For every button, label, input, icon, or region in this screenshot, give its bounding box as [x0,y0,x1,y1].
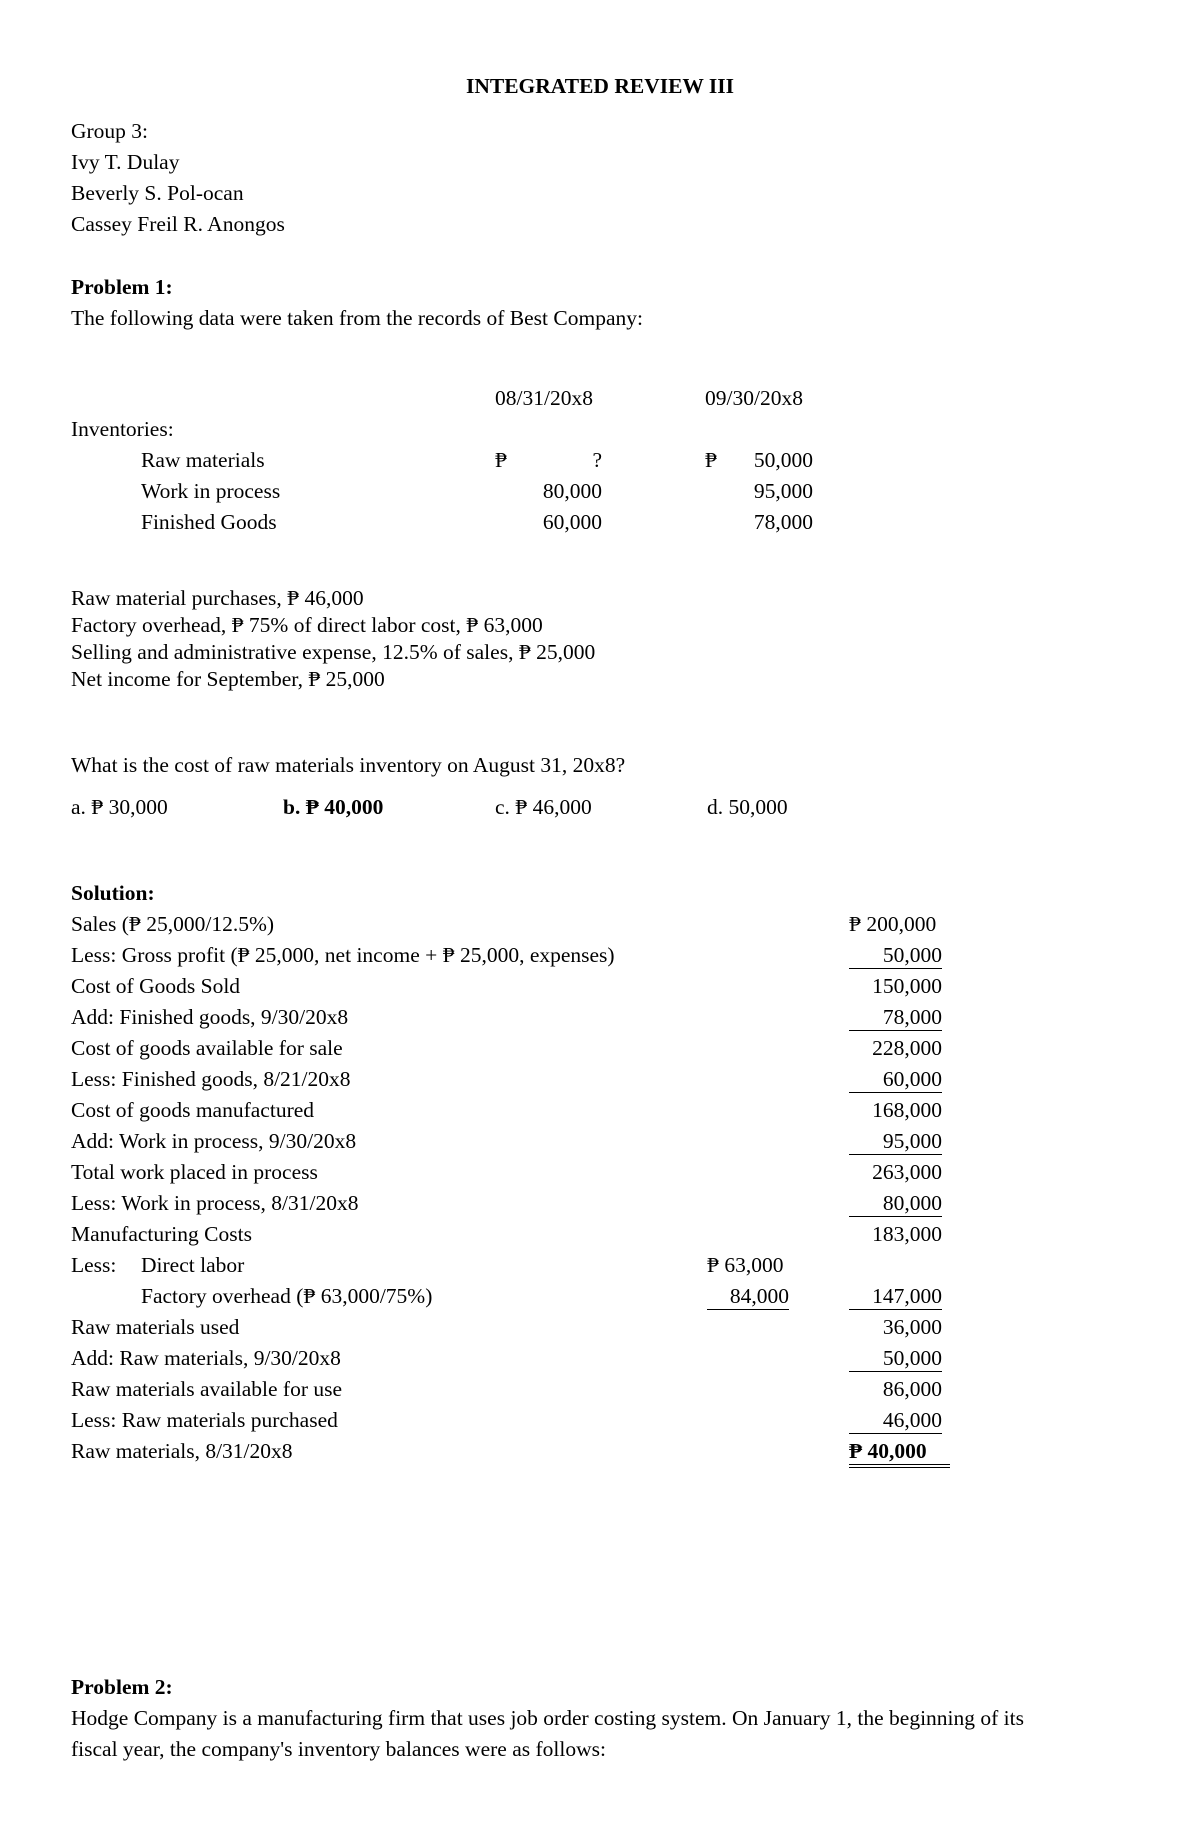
value-fg-0831: 60,000 [542,510,602,534]
solution-mid-amount: 84,000 [707,1286,789,1310]
solution-label: Add: Finished goods, 9/30/20x8 [71,1005,349,1029]
solution-label: Cost of Goods Sold [71,974,241,998]
solution-amount: 86,000 [882,1377,942,1401]
solution-amount: 150,000 [872,974,942,998]
problem1-heading: Problem 1: [71,275,173,299]
solution-mid-amount: ₱ 63,000 [707,1253,784,1277]
choice-a: a. ₱ 30,000 [71,795,168,819]
question-text: What is the cost of raw materials inventory on August 31, 20x8? [71,753,626,777]
solution-label: Cost of goods manufactured [71,1098,315,1122]
choice-b-answer: b. ₱ 40,000 [283,795,384,819]
row-label-finished-goods: Finished Goods [141,510,277,534]
solution-heading: Solution: [71,881,155,905]
solution-label: Manufacturing Costs [71,1222,252,1246]
solution-label: Less: Finished goods, 8/21/20x8 [71,1067,351,1091]
solution-label: Raw materials used [71,1315,240,1339]
value-wip-0930: 95,000 [753,479,813,503]
solution-amount: 228,000 [872,1036,942,1060]
problem2-text: Hodge Company is a manufacturing firm that uses job order costing system. On January 1, the beginning of its [71,1706,1024,1730]
group-label: Group 3: [71,119,149,143]
fact-line: Raw material purchases, ₱ 46,000 [71,586,364,610]
solution-sublabel: Factory overhead (₱ 63,000/75%) [141,1284,433,1308]
solution-label: Cost of goods available for sale [71,1036,343,1060]
group-member: Ivy T. Dulay [71,150,180,174]
currency-symbol: ₱ [495,448,507,472]
solution-amount: 78,000 [849,1007,942,1031]
solution-label: Less: [71,1253,117,1277]
solution-amount: 36,000 [882,1315,942,1339]
solution-amount: 50,000 [849,1348,942,1372]
solution-amount: 183,000 [872,1222,942,1246]
solution-amount: 60,000 [849,1069,942,1093]
currency-symbol: ₱ [705,448,717,472]
solution-label: Less: Gross profit (₱ 25,000, net income + ₱ 25,000, expenses) [71,943,615,967]
solution-amount: 147,000 [849,1286,942,1310]
page-title: INTEGRATED REVIEW III [465,74,735,98]
problem1-intro: The following data were taken from the records of Best Company: [71,306,643,330]
solution-amount: 263,000 [872,1160,942,1184]
choice-c: c. ₱ 46,000 [495,795,592,819]
fact-line: Factory overhead, ₱ 75% of direct labor cost, ₱ 63,000 [71,613,543,637]
choice-d: d. 50,000 [707,795,788,819]
solution-amount: 50,000 [849,945,942,969]
column-header-0831: 08/31/20x8 [495,386,593,410]
problem2-heading: Problem 2: [71,1675,173,1699]
solution-amount: 46,000 [849,1410,942,1434]
solution-amount: ₱ 200,000 [849,912,937,936]
solution-final-amount: ₱ 40,000 [849,1441,950,1468]
row-label-raw-materials: Raw materials [141,448,265,472]
value-fg-0930: 78,000 [753,510,813,534]
fact-line: Selling and administrative expense, 12.5% of sales, ₱ 25,000 [71,640,596,664]
solution-sublabel: Direct labor [141,1253,245,1277]
row-label-work-in-process: Work in process [141,479,281,503]
solution-label: Raw materials, 8/31/20x8 [71,1439,293,1463]
solution-amount: 168,000 [872,1098,942,1122]
solution-amount: 80,000 [849,1193,942,1217]
solution-label: Add: Raw materials, 9/30/20x8 [71,1346,341,1370]
solution-label: Raw materials available for use [71,1377,343,1401]
inventories-label: Inventories: [71,417,174,441]
solution-label: Less: Work in process, 8/31/20x8 [71,1191,359,1215]
fact-line: Net income for September, ₱ 25,000 [71,667,385,691]
solution-label: Sales (₱ 25,000/12.5%) [71,912,275,936]
value-raw-materials-0930: 50,000 [753,448,813,472]
value-wip-0831: 80,000 [542,479,602,503]
group-member: Beverly S. Pol-ocan [71,181,244,205]
group-member: Cassey Freil R. Anongos [71,212,285,236]
solution-amount: 95,000 [849,1131,942,1155]
value-raw-materials-0831: ? [592,448,602,472]
solution-label: Less: Raw materials purchased [71,1408,338,1432]
solution-label: Add: Work in process, 9/30/20x8 [71,1129,357,1153]
solution-label: Total work placed in process [71,1160,318,1184]
column-header-0930: 09/30/20x8 [705,386,803,410]
problem2-text: fiscal year, the company's inventory balances were as follows: [71,1737,606,1761]
